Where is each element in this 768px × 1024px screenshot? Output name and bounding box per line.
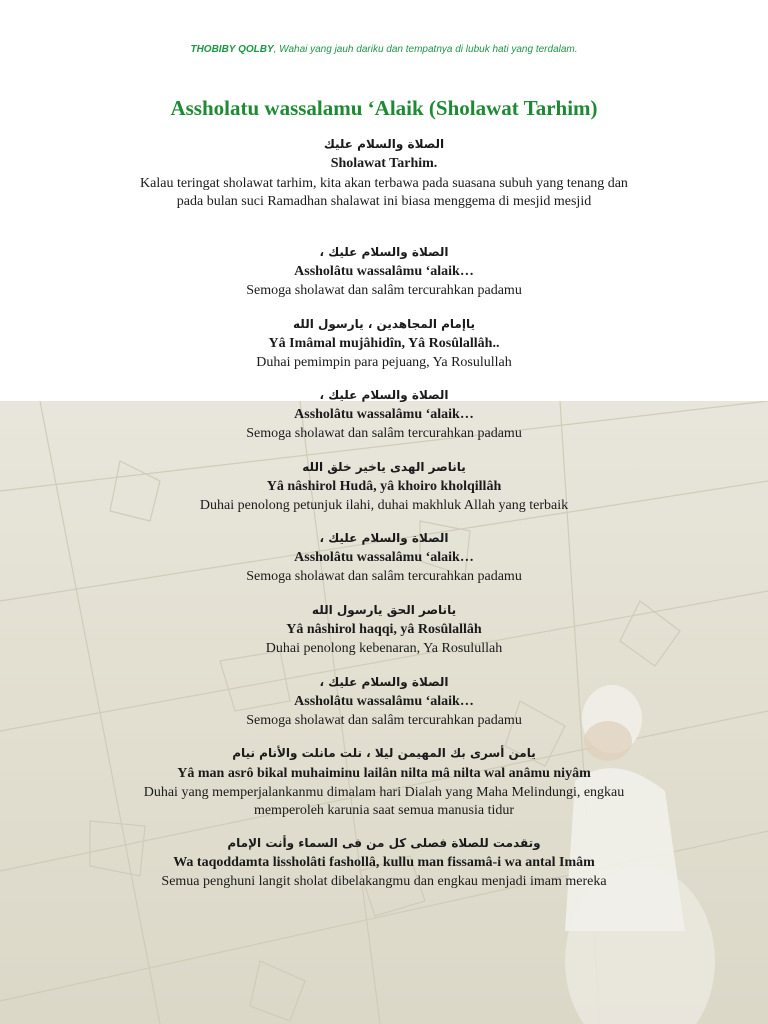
verse-latin: Wa taqoddamta lissholâti fashollâ, kullu man fissamâ-i wa antal Imâm (173, 855, 595, 870)
verse-translation: Semoga sholawat dan salâm tercurahkan padamu (246, 283, 522, 298)
header-tagline-text: , Wahai yang jauh dariku dan tempatnya di lubuk hati yang terdalam. (273, 44, 578, 55)
verse-arabic: الصلاة والسلام عليك ، (319, 675, 449, 689)
verse-arabic: الصلاة والسلام عليك ، (319, 531, 449, 545)
verse-latin: Assholâtu wassalâmu ‘alaik… (294, 550, 474, 565)
verse-latin: Assholâtu wassalâmu ‘alaik… (294, 264, 474, 279)
verse-latin: Yâ man asrô bikal muhaiminu lailân nilta mâ nilta wal anâmu niyâm (177, 766, 591, 781)
intro-heading: Sholawat Tarhim. (330, 156, 438, 171)
verse-translation: Semoga sholawat dan salâm tercurahkan padamu (246, 713, 522, 728)
header-tagline (0, 44, 768, 55)
verse-arabic: يامن أسرى بك المهيمن ليلا ، نلت مانلت والأنام نيام (232, 746, 536, 760)
verse-arabic: الصلاة والسلام عليك ، (319, 245, 449, 259)
verse-latin: Yâ Imâmal mujâhidîn, Yâ Rosûlallâh.. (268, 336, 500, 351)
verse-translation: Duhai penolong kebenaran, Ya Rosulullah (265, 641, 503, 656)
verse-translation-continued: memperoleh karunia saat semua manusia tidur (253, 803, 515, 818)
verse-translation: Duhai penolong petunjuk ilahi, duhai makhluk Allah yang terbaik (199, 498, 569, 513)
verse-arabic: وتقدمت للصلاة فصلى كل من فى السماء وأنت الإمام (227, 836, 541, 850)
verse-translation: Semoga sholawat dan salâm tercurahkan padamu (246, 569, 522, 584)
verse-arabic: ياناصر الحق يارسول الله (311, 603, 457, 617)
intro-arabic: الصلاة والسلام عليك (323, 137, 445, 151)
verse-latin: Yâ nâshirol Hudâ, yâ khoiro kholqillâh (266, 479, 502, 494)
intro-line-1: Kalau teringat sholawat tarhim, kita akan terbawa pada suasana subuh yang tenang dan (140, 176, 628, 191)
verse-latin: Yâ nâshirol haqqi, yâ Rosûlallâh (286, 622, 482, 637)
header-brand: THOBIBY QOLBY (190, 44, 274, 55)
verse-translation: Semua penghuni langit sholat dibelakangmu dan engkau menjadi imam mereka (161, 874, 607, 889)
intro-line-2: pada bulan suci Ramadhan shalawat ini biasa menggema di mesjid mesjid (176, 194, 592, 209)
page-title: Assholatu wassalamu ‘Alaik (Sholawat Tarhim) (170, 96, 598, 120)
verse-latin: Assholâtu wassalâmu ‘alaik… (294, 694, 474, 709)
verse-latin: Assholâtu wassalâmu ‘alaik… (294, 407, 474, 422)
verse-translation: Duhai yang memperjalankanmu dimalam hari Dialah yang Maha Melindungi, engkau (143, 785, 625, 800)
verse-arabic: الصلاة والسلام عليك ، (319, 388, 449, 402)
verse-arabic: ياإمام المجاهدين ، يارسول الله (293, 317, 475, 331)
verse-translation: Semoga sholawat dan salâm tercurahkan padamu (246, 426, 522, 441)
verse-arabic: ياناصر الهدى ياخير خلق الله (302, 460, 466, 474)
intro-paragraph (100, 175, 668, 211)
verse-translation: Duhai pemimpin para pejuang, Ya Rosulullah (256, 355, 512, 370)
